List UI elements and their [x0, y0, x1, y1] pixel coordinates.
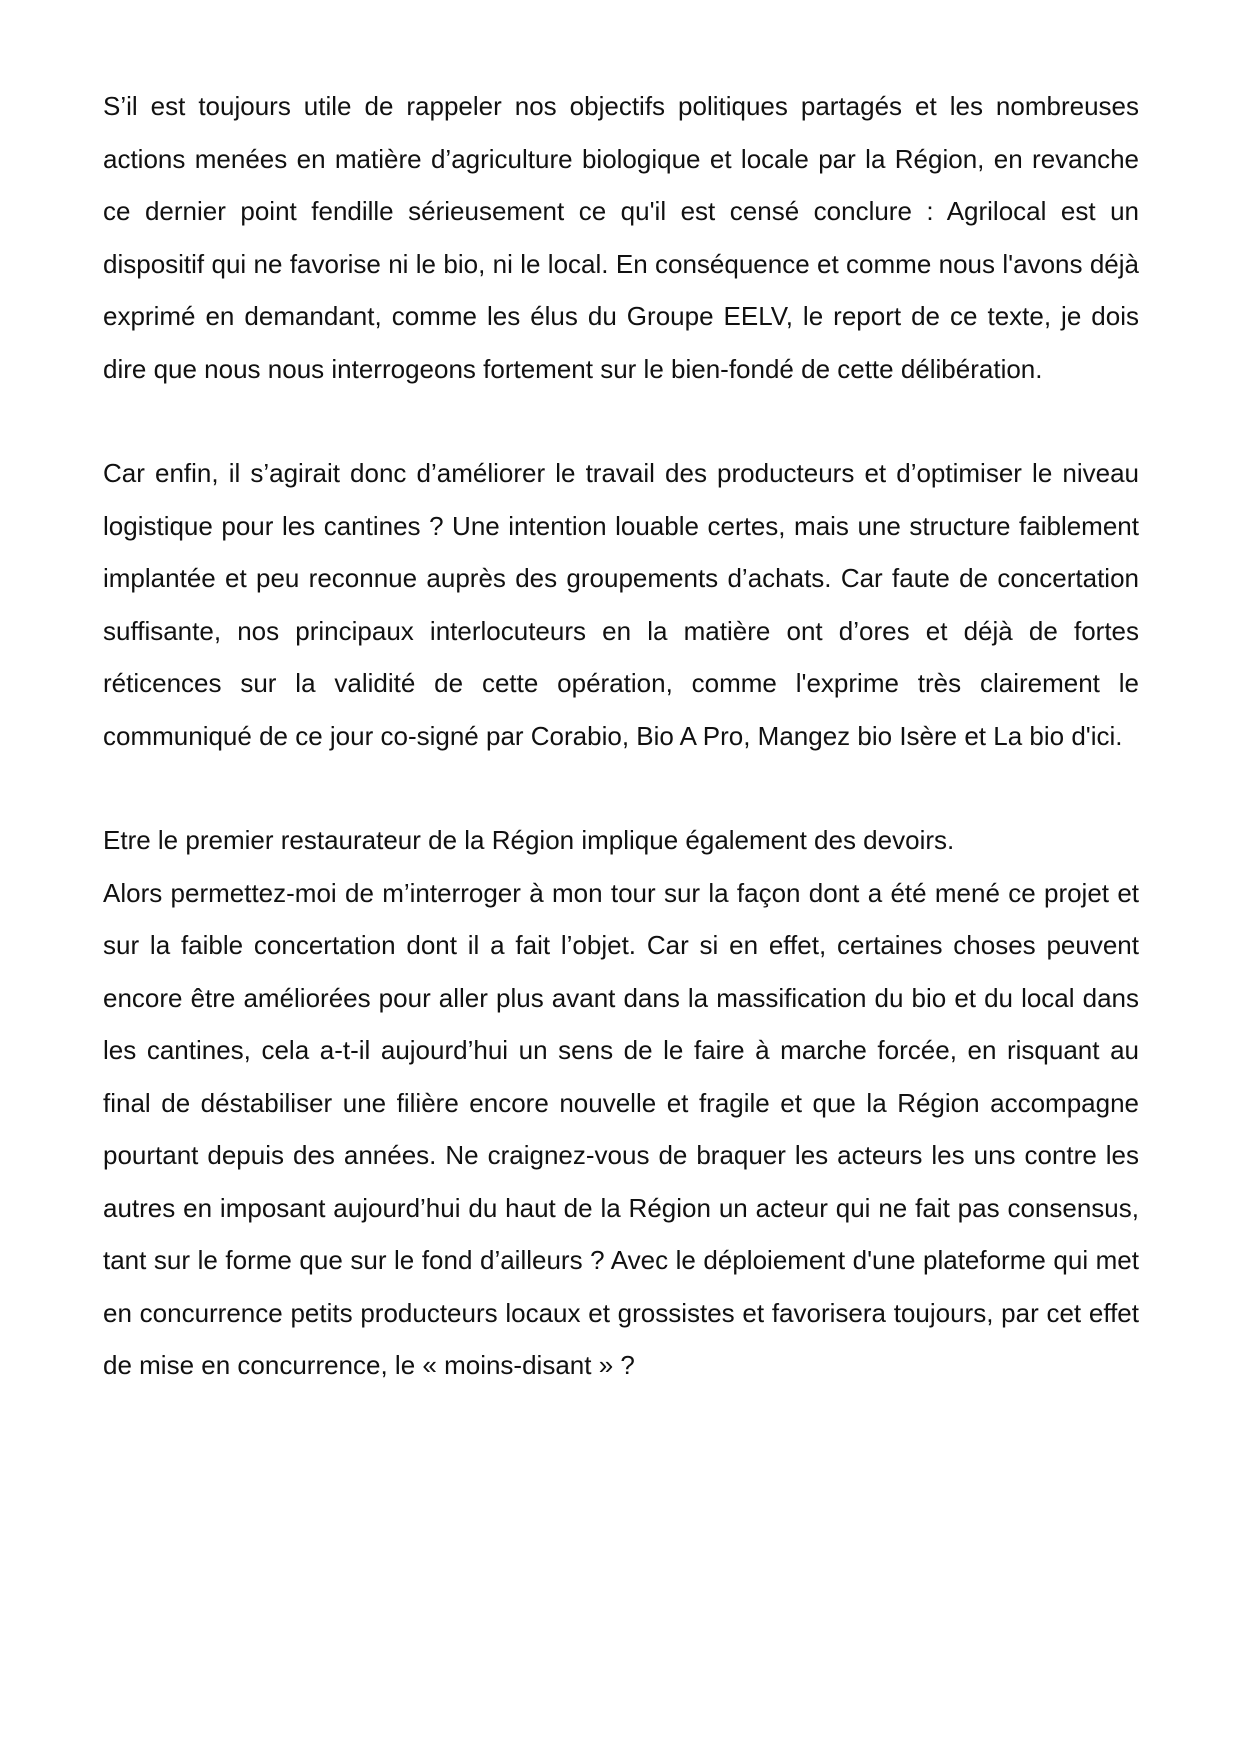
- paragraph-2: Car enfin, il s’agirait donc d’améliorer le travail des producteurs et d’optimiser le niveau logistique pour les cantines ? Une intention louable certes, mais une structure faiblement implantée et peu reconnue auprès des groupements d’achats. Car faute de concertation suffisante, nos principaux interlocuteurs en la matière ont d’ores et déjà de fortes réticences sur la validité de cette opération, comme l'exprime très clairement le communiqué de ce jour co-signé par Corabio, Bio A Pro, Mangez bio Isère et La bio d'ici.: [103, 458, 1139, 751]
- paragraph-spacer: [103, 762, 1139, 814]
- document-body: [103, 80, 1139, 1392]
- paragraph-3: Etre le premier restaurateur de la Région implique également des devoirs.: [103, 825, 955, 855]
- paragraph-spacer: [103, 395, 1139, 447]
- paragraph-1: S’il est toujours utile de rappeler nos objectifs politiques partagés et les nombreuses actions menées en matière d’agriculture biologique et locale par la Région, en revanche ce dernier point fendille sérieusement ce qu'il est censé conclure : Agrilocal est un dispositif qui ne favorise ni le bio, ni le local. En conséquence et comme nous l'avons déjà exprimé en demandant, comme les élus du Groupe EELV, le report de ce texte, je dois dire que nous nous interrogeons fortement sur le bien-fondé de cette délibération.: [103, 91, 1139, 384]
- paragraph-4: Alors permettez-moi de m’interroger à mon tour sur la façon dont a été mené ce projet et sur la faible concertation dont il a fait l’objet. Car si en effet, certaines choses peuvent encore être améliorées pour aller plus avant dans la massification du bio et du local dans les cantines, cela a-t-il aujourd’hui un sens de le faire à marche forcée, en risquant au final de déstabiliser une filière encore nouvelle et fragile et que la Région accompagne pourtant depuis des années. Ne craignez-vous de braquer les acteurs les uns contre les autres en imposant aujourd’hui du haut de la Région un acteur qui ne fait pas consensus, tant sur le forme que sur le fond d’ailleurs ? Avec le déploiement d'une plateforme qui met en concurrence petits producteurs locaux et grossistes et favorisera toujours, par cet effet de mise en concurrence, le « moins-disant » ?: [103, 877, 1139, 1380]
